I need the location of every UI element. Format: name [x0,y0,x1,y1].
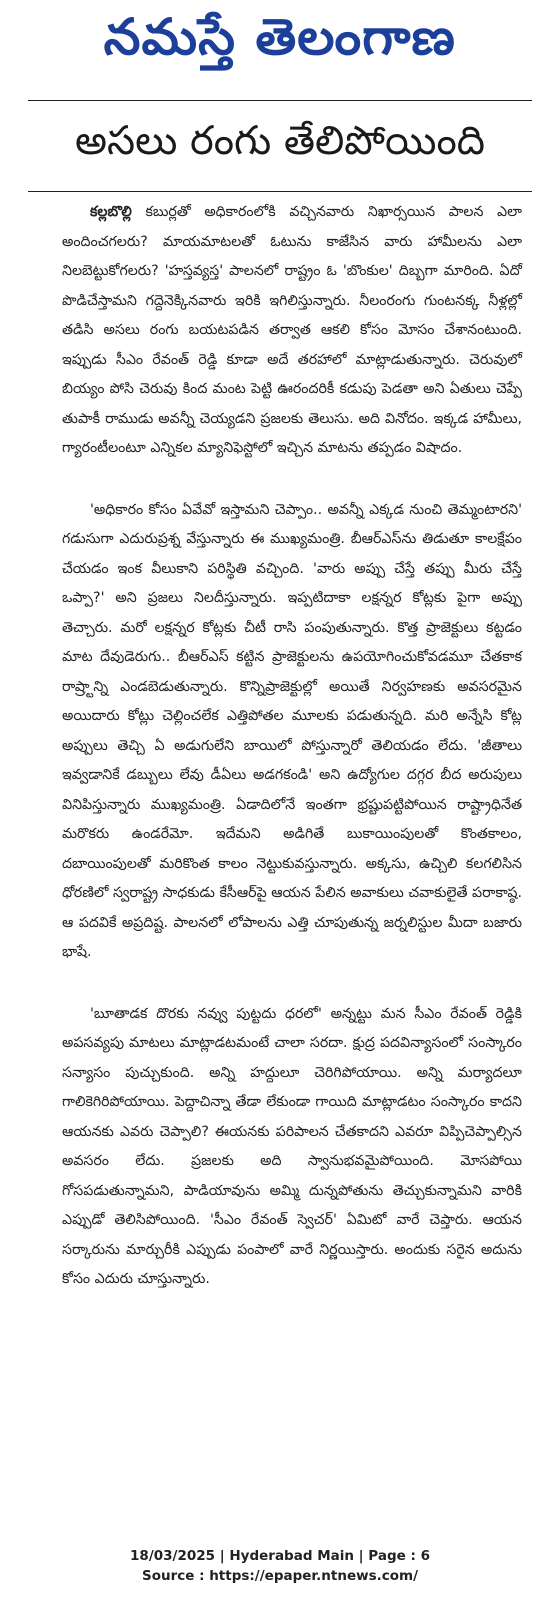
article-headline: అసలు రంగు తేలిపోయింది [75,118,485,164]
article-paragraph-2: 'అధికారం కోసం ఏవేవో ఇస్తామని చెప్పాం.. అవన్నీ ఎక్కడ నుంచి తెమ్మంటారని' గడుసుగా ఎదురుప్రశ్న వేస్తున్నారు ఈ ముఖ్యమంత్రి. బీఆర్ఎస్‌ను తిడుతూ కాలక్షేపం చేయడం ఇంక వీలుకాని పరిస్థితి వచ్చింది. 'వారు అప్పు చేస్తే తప్పు మీరు చేస్తే ఒప్పా?' అని ప్రజలు నిలదీస్తున్నారు. ఇప్పటిదాకా లక్షన్నర కోట్లకు పైగా అప్పు తెచ్చారు. మరో లక్షన్నర కోట్లకు చీటీ రాసి పంపుతున్నారు. కొత్త ప్రాజెక్టులు కట్టడం మాట దేవుడెరుగు.. బీఆర్ఎస్ కట్టిన ప్రాజెక్టులను ఉపయోగించుకోవడమూ చేతకాక రాష్ర్టాన్ని ఎండబెడుతున్నారు. కొన్నిప్రాజెక్టుల్లో అయితే నిర్వహణకు అవసరమైన అయిదారు కోట్లు చెల్లించలేక ఎత్తిపోతల మూలకు పడుతున్నది. మరి అన్నేసి కోట్ల అప్పులు తెచ్చి ఏ అడుగులేని బాయిలో పోస్తున్నారో తెలియడం లేదు. 'జీతాలు ఇవ్వడానికే డబ్బులు లేవు డీఏలు అడగకండి' అని ఉద్యోగుల దగ్గర బీద అరుపులు వినిపిస్తున్నారు ముఖ్యమంత్రి. ఏడాదిలోనే ఇంతగా భ్రష్టుపట్టిపోయిన రాష్ట్రాధినేత మరొకరు ఉండరేమో. ఇదేమని అడిగితే బుకాయింపులతో కొంతకాలం, దబాయింపులతో మరికొంత కాలం నెట్టుకువస్తున్నారు. అక్కసు, ఉచ్చిలి కలగలిసిన ధోరణిలో స్వరాష్ట్ర సాధకుడు కేసీఆర్‌పై ఆయన పేలిన అవాకులు చవాకులైతే పరాకాష్ఠ. ఆ పదవికే అప్రదిష్ట. పాలనలో లోపాలను ఎత్తి చూపుతున్న జర్నలిస్టుల మీదా బజారు భాషే. [62,501,522,960]
article-paragraph-3: 'బూతాడక దొరకు నవ్వు పుట్టదు ధరలో' అన్నట్టు మన సీఎం రేవంత్ రెడ్డికి అపసవ్యపు మాటలు మాట్లాడటమంటే చాలా సరదా. క్షుద్ర పదవిన్యాసంలో సంస్కారం సన్యాసం పుచ్చుకుంది. అన్ని హద్దులూ చెరిగిపోయాయి. అన్ని మర్యాదలూ గాలికెగిరిపోయాయి. పెద్దాచిన్నా తేడా లేకుండా గాయిది మాట్లాడటం సంస్కారం కాదని ఆయనకు ఎవరు చెప్పాలి? ఈయనకు పరిపాలన చేతకాదని ఎవరూ విప్పిచెప్పాల్సిన అవసరం లేదు. ప్రజలకు అది స్వానుభవమైపోయింది. మోసపోయి గోసపడుతున్నామని, పాడియావును అమ్మి దున్నపోతును తెచ్చుకున్నామని వారికి ఎప్పుడో తెలిసిపోయింది. 'సీఎం రేవంత్ స్వెచర్' ఏమిటో వారే చెప్తారు. ఆయన సర్కారును మార్చురీకి ఎప్పుడు పంపాలో వారే నిర్ణయిస్తారు. అందుకు సరైన అదును కోసం ఎదురు చూస్తున్నారు. [62,1005,522,1287]
lead-word: కల్లబొల్లి [90,204,132,220]
paragraph-1-text: కబుర్లతో అధికారంలోకి వచ్చినవారు నిఖార్సయిన పాలన ఎలా అందించగలరు? మాయమాటలతో ఓటును కాజేసిన వారు హామీలను ఎలా నిలబెట్టుకోగలరు? 'హస్తవ్యస్త' పాలనలో రాష్ట్రం ఓ 'బొంకుల' దిబ్బగా మారింది. ఏదో పొడిచేస్తామని గద్దెనెక్కినవారు ఇరికి ఇగిలిస్తున్నారు. నీలంరంగు గుంటనక్క నీళ్లల్లో తడిసి అసలు రంగు బయటపడిన తర్వాత ఆకలి కోసం మోసం చేశానంటుంది. ఇప్పుడు సీఎం రేవంత్ రెడ్డి కూడా అదే తరహాలో మాట్లాడుతున్నారు. చెరువులో బియ్యం పోసి చెరువు కింద మంట పెట్టి ఊరందరికీ కడుపు పెడతా అని ఏతులు చెప్పే తుపాకీ రాముడు అవన్నీ చెయ్యడని ప్రజలకు తెలుసు. అది వినోదం. ఇక్కడ హామీలు, గ్యారంటీలంటూ ఎన్నికల మ్యానిఫెస్టోలో ఇచ్చిన మాటను తప్పడం విషాదం. [62,204,522,456]
masthead-title: నమస్తే తెలంగాణ [103,7,457,66]
edition-info: 18/03/2025 | Hyderabad Main | Page : 6 [130,1548,430,1564]
article-headline-box [28,100,532,192]
page-footer [0,1546,560,1586]
article-body [62,198,522,1327]
newspaper-masthead [0,4,560,82]
source-credit: Source : https://epaper.ntnews.com/ [141,1568,419,1584]
article-paragraph-1 [62,198,522,464]
